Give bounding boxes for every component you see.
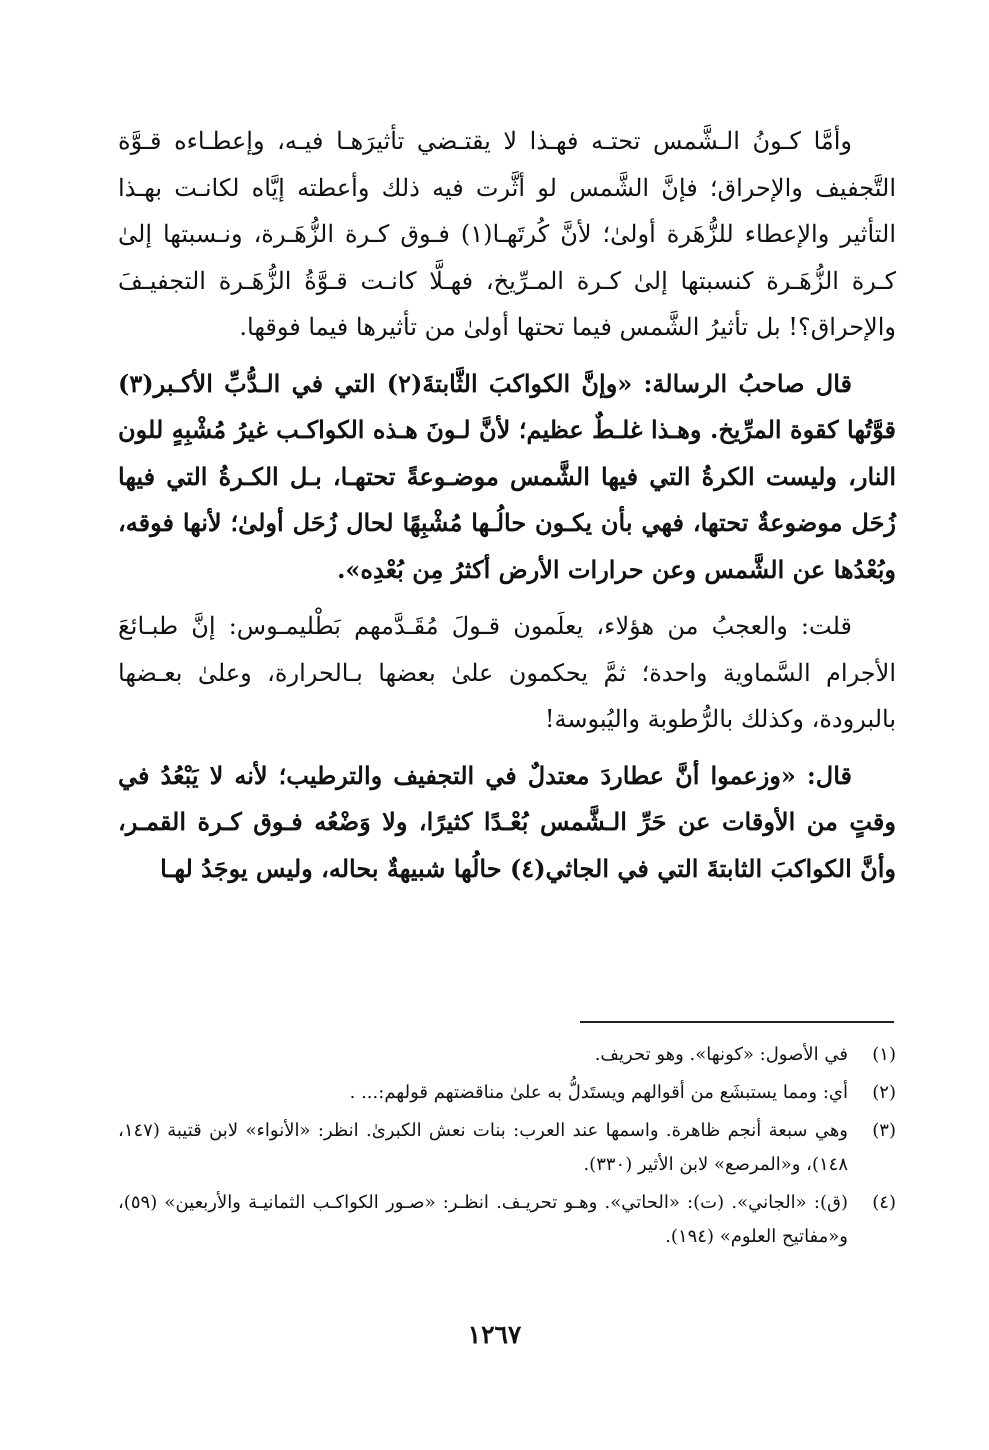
footnote-number: (٢): [872, 1082, 896, 1103]
footnote-3: [118, 1114, 896, 1182]
footnote-number: (٣): [872, 1120, 896, 1141]
page-number: ١٢٦٧: [467, 1320, 522, 1349]
footnote-text: في الأصول: «كونها». وهو تحريف.: [594, 1044, 848, 1065]
footnote-text: أي: ومما يستبشَع من أقوالهم ويستَدلُّ به علىٰ مناقضتهم قولهم:... .: [349, 1082, 848, 1103]
paragraph-2-quote: قال صاحبُ الرسالة: «وإنَّ الكواكبَ الثَّابتةَ(٢) التي في الـدُّبِّ الأكـبر(٣) قوَّتُها كقوة المرِّيخ. وهـذا غلـطٌ عظيم؛ لأنَّ لـونَ هـذه الكواكـب غيرُ مُشْبِهٍ للون النار، وليست الكرةُ التي فيها الشَّمس موضـوعةً تحتهـا، بـل الكـرةُ التي فيها زُحَل موضوعةٌ تحتها، فهي بأن يكـون حالُـها مُشْبِهًا لحال زُحَل أولىٰ؛ لأنها فوقه، وبُعْدُها عن الشَّمس وعن حرارات الأرض أكثرُ مِن بُعْدِه».: [118, 368, 896, 584]
paragraph-4-quote: قال: «وزعموا أنَّ عطاردَ معتدلٌ في التجفيف والترطيب؛ لأنه لا يَبْعُدُ في وقتٍ من الأوقات عن حَرِّ الـشَّمس بُعْـدًا كثيرًا، ولا وَضْعُه فـوق كـرة القمـر، وأنَّ الكواكبَ الثابتةَ التي في الجاثي(٤) حالُها شبيهةٌ بحاله، وليس يوجَدُ لهـا: [118, 760, 896, 883]
footnote-number: (١): [872, 1044, 896, 1065]
main-text: [118, 118, 896, 902]
footnote-separator: [580, 1021, 894, 1023]
paragraph-3: قلت: والعجبُ من هؤلاء، يعلَمون قـولَ مُقَـدَّمهم بَطْليمـوس: إنَّ طبـائعَ الأجرام السَّماوية واحدة؛ ثمَّ يحكمون علىٰ بعضها بـالحرارة، وعلىٰ بعـضها بالبرودة، وكذلك بالرُّطوبة واليُبوسة!: [118, 612, 897, 733]
footnote-4: [118, 1186, 896, 1254]
footnote-text: (ق): «الجاني». (ت): «الحاتي». وهـو تحريـف. انظـر: «صـور الكواكـب الثمانيـة والأربعين» (٥٩)، و«مفاتيح العلوم» (١٩٤).: [118, 1192, 848, 1247]
footnotes: [118, 1038, 896, 1258]
footnote-number: (٤): [872, 1192, 896, 1213]
footnote-1: [118, 1038, 896, 1072]
paragraph-1: وأمَّا كـونُ الـشَّمس تحتـه فهـذا لا يقتـضي تأثيرَهـا فيـه، وإعطـاءه قـوَّة التَّجفيف والإحراق؛ فإنَّ الشَّمس لو أثَّرت فيه ذلك وأعطته إيَّاه لكانـت بهـذا التأثير والإعطاء للزُّهَرة أولىٰ؛ لأنَّ كُرتَهـا(١) فـوق كـرة الزُّهَـرة، ونـسبتها إلىٰ كـرة الزُّهَـرة كنسبتها إلىٰ كـرة المـرِّيخ، فهـلَّا كانـت قـوَّةُ الزُّهَـرة التجفيـفَ والإحراق؟! بل تأثيرُ الشَّمس فيما تحتها أولىٰ من تأثيرها فيما فوقها.: [118, 127, 896, 341]
footnote-2: [118, 1076, 896, 1110]
footnote-text: وهي سبعة أنجم ظاهرة. واسمها عند العرب: بنات نعش الكبرىٰ. انظر: «الأنواء» لابن قتيبة (١٤٧، ١٤٨)، و«المرصع» لابن الأثير (٣٣٠).: [118, 1120, 848, 1175]
